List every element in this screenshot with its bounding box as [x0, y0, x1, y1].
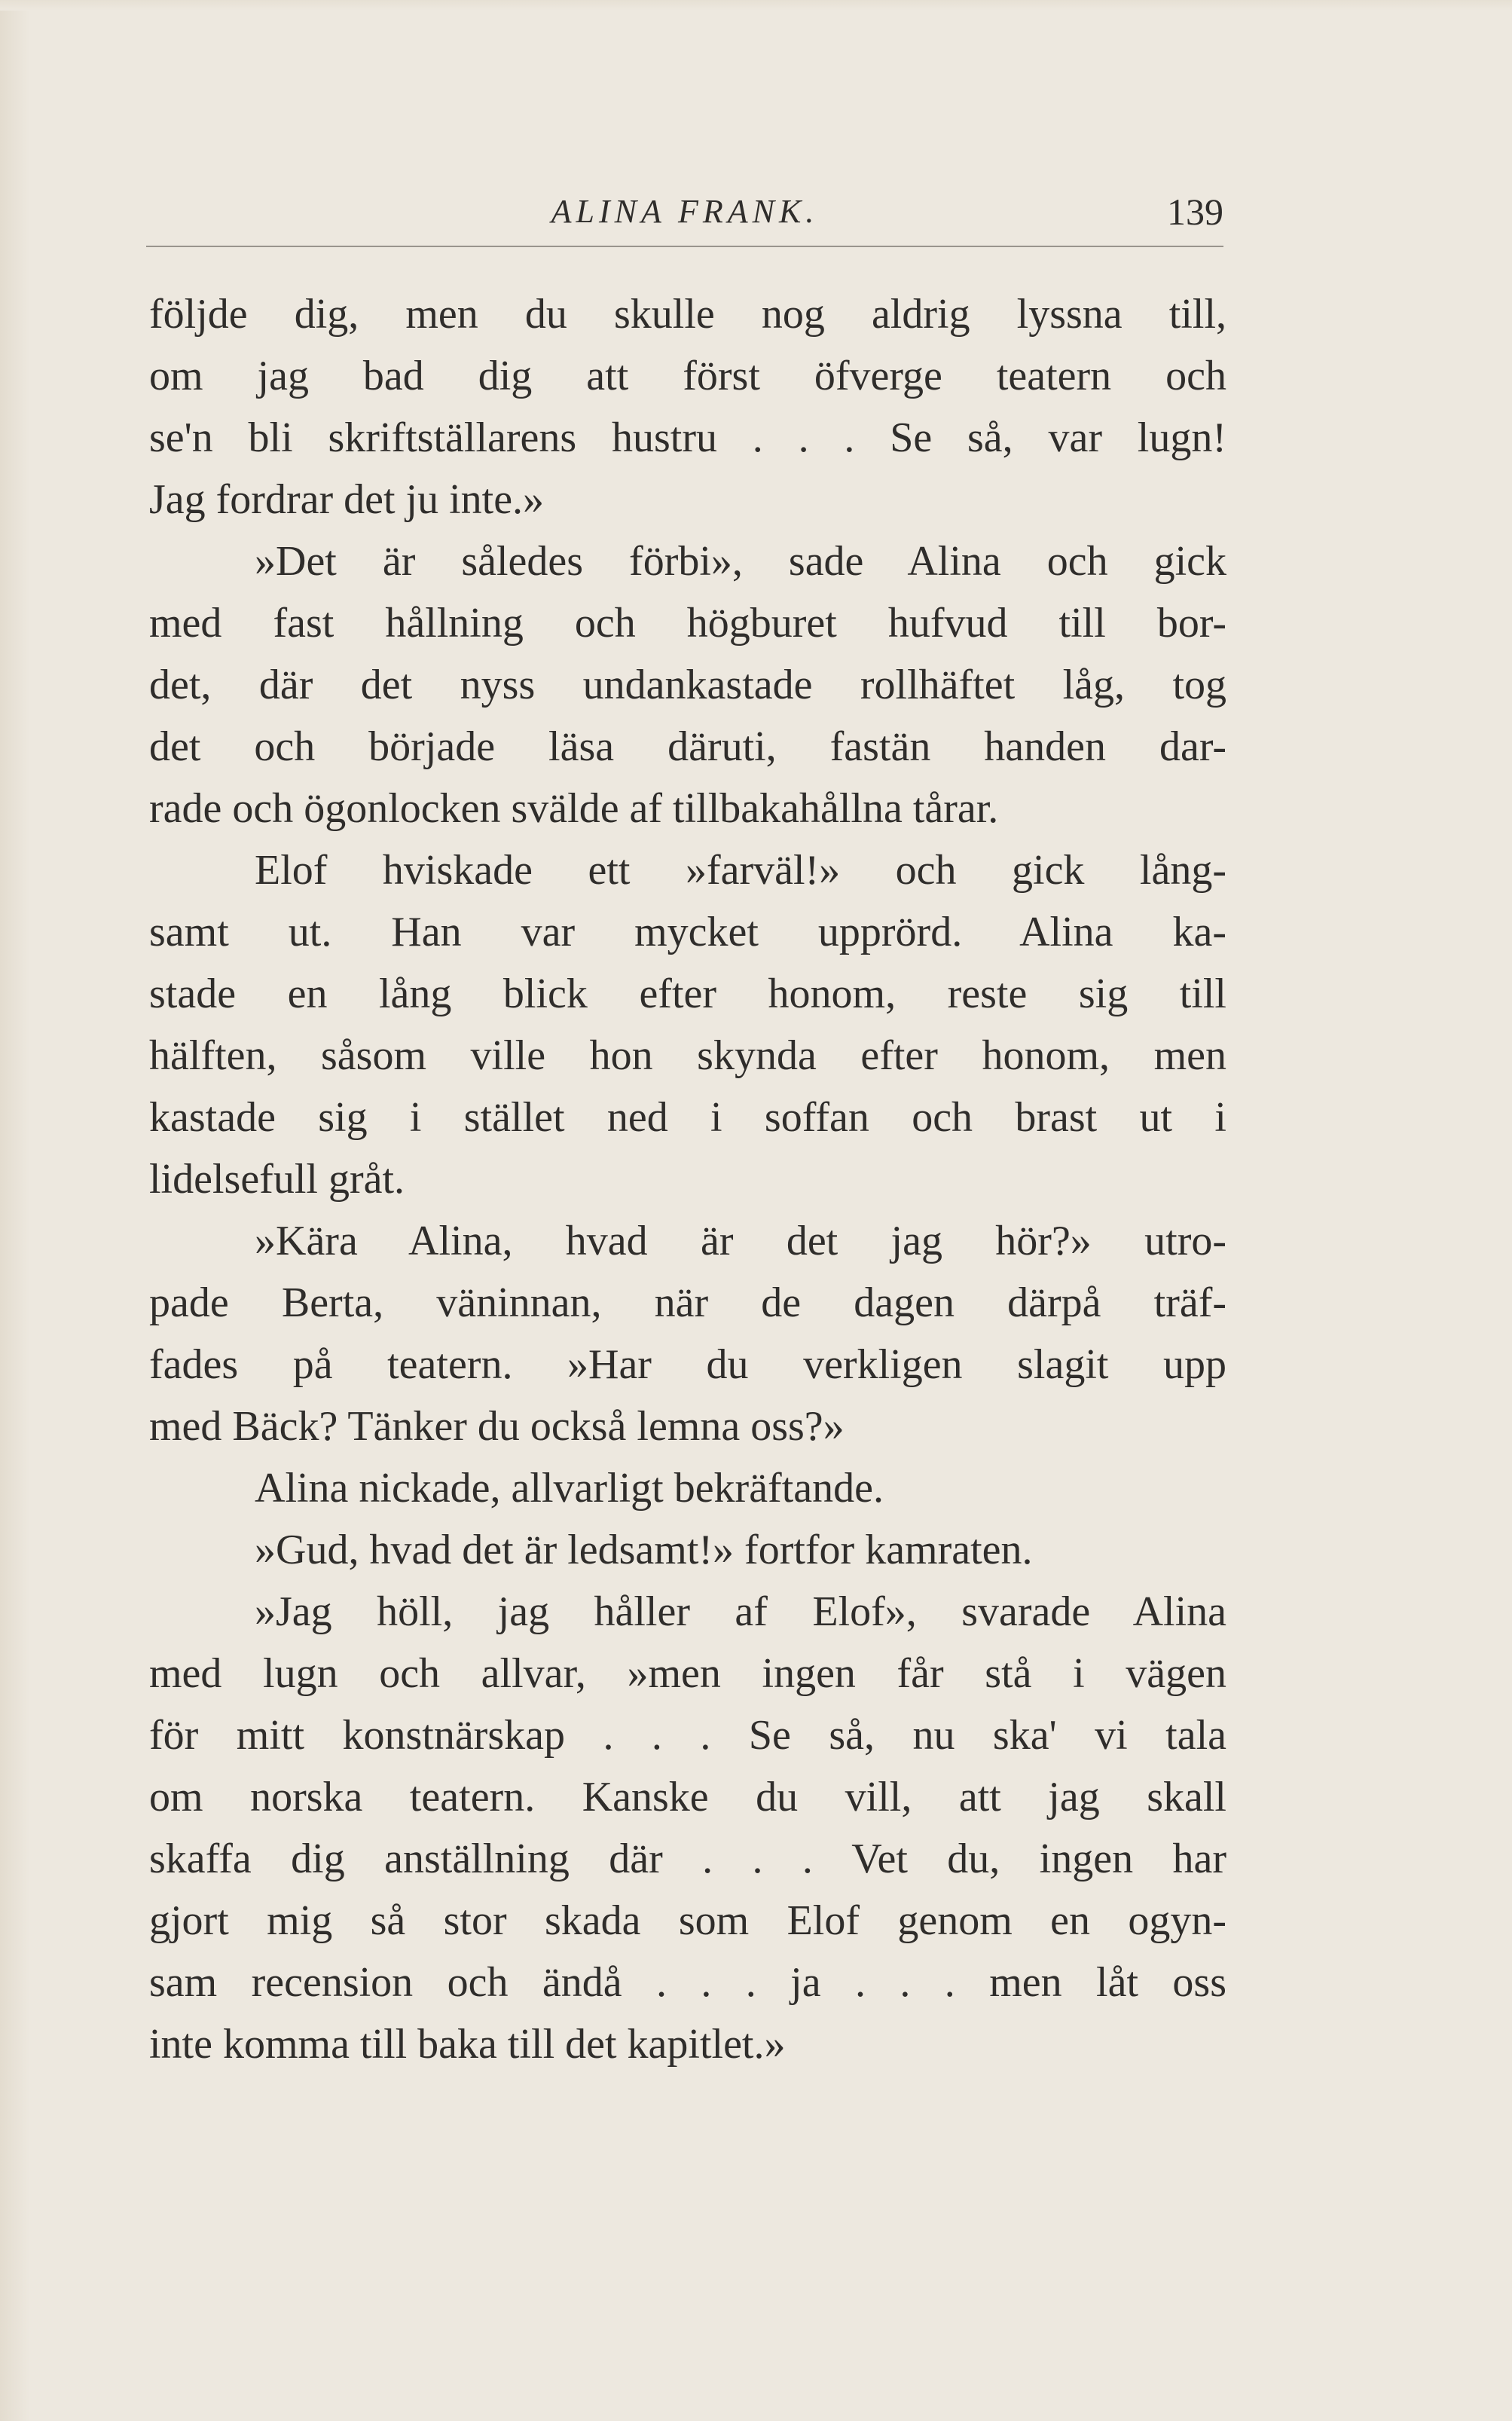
text-line: »Kära Alina, hvad är det jag hör?» utro-	[255, 1218, 1226, 1264]
text-line: Elof hviskade ett »farväl!» och gick lång-	[255, 847, 1226, 894]
page-number: 139	[1167, 191, 1223, 233]
text-line: med fast hållning och högburet hufvud till bor-	[149, 600, 1226, 647]
text-line: det, där det nyss undankastade rollhäftet låg, tog	[149, 662, 1226, 708]
page-header	[146, 185, 1223, 246]
text-line: pade Berta, väninnan, när de dagen därpå träf-	[149, 1279, 1226, 1326]
text-line: stade en lång blick efter honom, reste sig till	[149, 971, 1226, 1017]
text-line: inte komma till baka till det kapitlet.»	[149, 2021, 786, 2068]
text-line: gjort mig så stor skada som Elof genom en ogyn-	[149, 1897, 1226, 1944]
text-line: med Bäck? Tänker du också lemna oss?»	[149, 1403, 845, 1450]
text-line: rade och ögonlocken svälde af tillbakahållna tårar.	[149, 785, 999, 832]
text-line: om norska teatern. Kanske du vill, att jag skall	[149, 1774, 1226, 1820]
text-line: »Gud, hvad det är ledsamt!» fortfor kamraten.	[255, 1527, 1033, 1573]
text-line: med lugn och allvar, »men ingen får stå i vägen	[149, 1650, 1226, 1697]
text-line: Alina nickade, allvarligt bekräftande.	[255, 1465, 884, 1512]
text-line: samt ut. Han var mycket upprörd. Alina ka-	[149, 909, 1226, 955]
text-line: för mitt konstnärskap . . . Se så, nu ska' vi tala	[149, 1712, 1226, 1759]
page-top-shadow	[0, 0, 1512, 11]
page-edge-shadow	[0, 0, 30, 2421]
text-line: skaffa dig anställning där . . . Vet du, ingen har	[149, 1836, 1226, 1882]
text-line: hälften, såsom ville hon skynda efter honom, men	[149, 1032, 1226, 1079]
text-line: »Det är således förbi», sade Alina och gick	[255, 538, 1226, 585]
text-line: lidelsefull gråt.	[149, 1156, 405, 1203]
text-line: det och började läsa däruti, fastän handen dar-	[149, 723, 1226, 770]
header-rule	[146, 246, 1223, 247]
text-line: se'n bli skriftställarens hustru . . . Se så, var lugn!	[149, 414, 1226, 461]
text-line: kastade sig i stället ned i soffan och brast ut i	[149, 1094, 1226, 1141]
text-line: följde dig, men du skulle nog aldrig lyssna till,	[149, 291, 1226, 338]
text-line: fades på teatern. »Har du verkligen slagit upp	[149, 1341, 1226, 1388]
text-line: Jag fordrar det ju inte.»	[149, 476, 545, 523]
text-line: sam recension och ändå . . . ja . . . men låt oss	[149, 1959, 1226, 2006]
text-line: »Jag höll, jag håller af Elof», svarade Alina	[255, 1588, 1226, 1635]
running-title: ALINA FRANK.	[551, 193, 819, 230]
text-line: om jag bad dig att först öfverge teatern och	[149, 353, 1226, 399]
body-text	[149, 283, 1226, 2075]
